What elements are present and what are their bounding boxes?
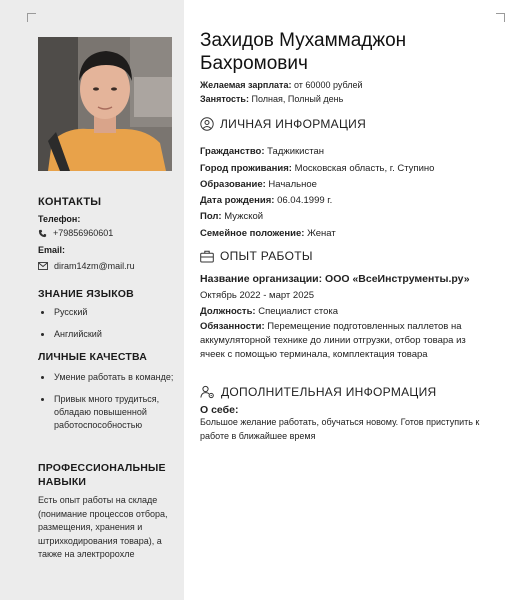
quality-item: Умение работать в команде;: [38, 371, 178, 384]
personal-section-title: ЛИЧНАЯ ИНФОРМАЦИЯ: [220, 117, 367, 131]
marital-row: [200, 228, 500, 239]
about-text: Большое желание работать, обучаться новому. Готов приступить к работе в ближайшее время: [200, 417, 480, 441]
education-value: Начальное: [268, 179, 317, 190]
phone-value[interactable]: +79856960601: [53, 228, 114, 238]
citizenship-label: Гражданство:: [200, 146, 265, 157]
organization-value: ООО «ВсеИнструменты.ру»: [325, 273, 470, 285]
period-row: Октябрь 2022 - март 2025: [200, 290, 315, 301]
marital-label: Семейное положение:: [200, 228, 305, 239]
experience-section-heading: [200, 249, 500, 263]
email-label: Email:: [38, 245, 66, 255]
profile-photo-illustration: [38, 37, 172, 171]
position-row: [200, 306, 500, 317]
additional-section-heading: [200, 385, 500, 399]
city-row: [200, 163, 500, 174]
citizenship-row: [200, 146, 500, 157]
quality-item: Привык много трудиться, обладаю повышенной работоспособностью: [38, 393, 178, 432]
candidate-name: Захидов Мухаммаджон Бахромович: [200, 30, 407, 74]
crop-mark-top-left: [27, 13, 36, 22]
contacts-heading: КОНТАКТЫ: [38, 196, 102, 208]
employment-label: Занятость:: [200, 94, 249, 104]
phone-row: [38, 228, 113, 238]
qualities-list: [38, 371, 178, 432]
citizenship-value: Таджикистан: [267, 146, 325, 157]
organization-row: [200, 273, 500, 285]
experience-section-title: ОПЫТ РАБОТЫ: [220, 249, 313, 263]
briefcase-icon: [200, 250, 214, 263]
person-gear-icon: [200, 385, 215, 399]
position-value: Специалист стока: [258, 306, 339, 317]
birthdate-value: 06.04.1999 г.: [277, 195, 333, 206]
person-icon: [200, 117, 214, 131]
duties-label: Обязанности:: [200, 321, 265, 332]
languages-heading: ЗНАНИЕ ЯЗЫКОВ: [38, 288, 134, 300]
skills-heading: ПРОФЕССИОНАЛЬНЫЕ НАВЫКИ: [38, 462, 166, 488]
gender-row: [200, 211, 500, 222]
education-row: [200, 179, 500, 190]
gender-label: Пол:: [200, 211, 222, 222]
about-label: [200, 404, 500, 416]
employment-value: Полная, Полный день: [251, 94, 344, 104]
salary-label: Желаемая зарплата:: [200, 80, 292, 90]
email-row: [38, 261, 135, 271]
salary-value: от 60000 рублей: [294, 80, 363, 90]
phone-icon: [38, 229, 47, 238]
position-label: Должность:: [200, 306, 256, 317]
language-item: Русский: [38, 306, 178, 319]
duties-row: [200, 320, 490, 362]
crop-mark-top-right: [496, 13, 505, 22]
about-label-text: О себе:: [200, 404, 239, 416]
salary-row: [200, 80, 363, 90]
marital-value: Женат: [307, 228, 336, 239]
education-label: Образование:: [200, 179, 266, 190]
organization-label: Название организации:: [200, 273, 323, 285]
mail-icon: [38, 262, 48, 270]
email-value[interactable]: diram14zm@mail.ru: [54, 261, 135, 271]
skills-text: Есть опыт работы на складе (понимание процессов отбора, размещения, хранения и штрихкодирования товара), а также на электророхле: [38, 495, 168, 559]
gender-value: Мужской: [224, 211, 264, 222]
profile-photo: [38, 37, 172, 171]
personal-section-heading: [200, 117, 500, 131]
qualities-heading: ЛИЧНЫЕ КАЧЕСТВА: [38, 351, 148, 363]
language-item: Английский: [38, 328, 178, 341]
birthdate-label: Дата рождения:: [200, 195, 275, 206]
additional-section-title: ДОПОЛНИТЕЛЬНАЯ ИНФОРМАЦИЯ: [221, 385, 437, 399]
city-label: Город проживания:: [200, 163, 292, 174]
employment-row: [200, 94, 343, 104]
languages-list: [38, 306, 178, 341]
phone-label: Телефон:: [38, 214, 81, 224]
birthdate-row: [200, 195, 500, 206]
duties-value: Перемещение подготовленных паллетов на аккумуляторной технике до линии отгрузки, отбор товара из ячеек с помощью терминала, комплектация товара: [200, 321, 466, 360]
city-value: Московская область, г. Ступино: [294, 163, 435, 174]
